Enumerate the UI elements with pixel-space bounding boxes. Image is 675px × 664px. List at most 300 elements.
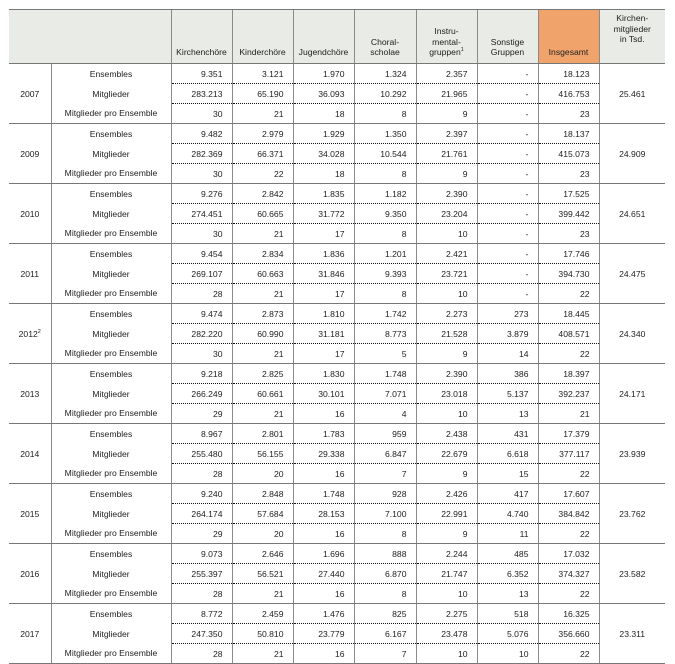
kirchenmitglieder-cell: 24.909 [599,124,665,184]
total-cell: 17.607 [538,484,599,504]
value-cell: 60.665 [232,204,293,224]
value-cell: 7.071 [354,384,416,404]
value-cell: 22 [232,164,293,184]
value-cell: 22.679 [416,444,477,464]
table-row [9,564,665,584]
value-cell: 23.204 [416,204,477,224]
value-cell: 10 [416,224,477,244]
year-cell: 2013 [9,364,51,424]
value-cell: 10 [416,284,477,304]
value-cell: 1.970 [293,64,354,84]
row-label: Ensembles [89,308,133,319]
table-row [9,464,665,484]
value-cell: 30 [171,344,232,364]
value-cell: 28 [171,464,232,484]
value-cell: 15 [477,464,538,484]
value-cell: 56.521 [232,564,293,584]
row-label: Mitglieder pro Ensemble [51,584,171,604]
value-cell: - [477,164,538,184]
table-row [9,284,665,304]
table-row [9,644,665,664]
table-body [9,64,665,664]
value-cell: 5.137 [477,384,538,404]
value-cell: - [477,64,538,84]
total-cell: 22 [538,344,599,364]
value-cell: 23.018 [416,384,477,404]
value-cell: 29 [171,524,232,544]
value-cell: 1.201 [354,244,416,264]
value-cell: 3.121 [232,64,293,84]
total-cell: 16.325 [538,604,599,624]
value-cell: 16 [293,584,354,604]
row-label: Mitglieder [92,328,130,339]
table-row [9,184,665,204]
value-cell: 1.830 [293,364,354,384]
value-cell: 10 [416,584,477,604]
row-label: Mitglieder [92,568,130,579]
total-cell: 18.397 [538,364,599,384]
value-cell: 8.772 [171,604,232,624]
value-cell: 57.684 [232,504,293,524]
kirchenmitglieder-cell: 25.461 [599,64,665,124]
total-cell: 415.073 [538,144,599,164]
value-cell: 1.835 [293,184,354,204]
value-cell: 247.350 [171,624,232,644]
year-cell: 2010 [9,184,51,244]
total-cell: 394.730 [538,264,599,284]
header-choralscholae: Choral- scholae [354,10,416,64]
value-cell: 431 [477,424,538,444]
value-cell: 6.352 [477,564,538,584]
year-cell: 2011 [9,244,51,304]
table-row [9,624,665,644]
value-cell: 386 [477,364,538,384]
value-cell: 1.742 [354,304,416,324]
value-cell: 959 [354,424,416,444]
value-cell: 8.967 [171,424,232,444]
header-sonstige-gruppen: Sonstige Gruppen [477,10,538,64]
total-cell: 384.842 [538,504,599,524]
total-cell: 377.117 [538,444,599,464]
table-row [9,244,665,264]
value-cell: 8 [354,284,416,304]
value-cell: - [477,264,538,284]
kirchenmitglieder-cell: 24.651 [599,184,665,244]
value-cell: 21 [232,284,293,304]
value-cell: 1.696 [293,544,354,564]
table-row [9,484,665,504]
year-cell: 2014 [9,424,51,484]
year-cell: 2016 [9,544,51,604]
header-instrumentalgruppen: Instru- mental- gruppen$^1$ [416,10,477,64]
value-cell: 60.663 [232,264,293,284]
value-cell: 4.740 [477,504,538,524]
value-cell: 2.834 [232,244,293,264]
table-row [9,404,665,424]
value-cell: 9.454 [171,244,232,264]
value-cell: 10 [416,404,477,424]
value-cell: 30 [171,164,232,184]
value-cell: 266.249 [171,384,232,404]
value-cell: 21 [232,224,293,244]
value-cell: 29.338 [293,444,354,464]
value-cell: 23.478 [416,624,477,644]
value-cell: 9.350 [354,204,416,224]
value-cell: 60.990 [232,324,293,344]
value-cell: 9.218 [171,364,232,384]
row-label: Mitglieder pro Ensemble [51,224,171,244]
value-cell: 16 [293,404,354,424]
value-cell: 10.544 [354,144,416,164]
value-cell: 11 [477,524,538,544]
value-cell: 21 [232,104,293,124]
total-cell: 17.525 [538,184,599,204]
row-label: Ensembles [89,248,133,259]
total-cell: 408.571 [538,324,599,344]
value-cell: 21.761 [416,144,477,164]
row-label: Ensembles [89,188,133,199]
value-cell: 255.397 [171,564,232,584]
value-cell: 34.028 [293,144,354,164]
kirchenmitglieder-cell: 23.311 [599,604,665,664]
value-cell: - [477,204,538,224]
value-cell: 6.618 [477,444,538,464]
value-cell: 1.810 [293,304,354,324]
value-cell: 1.476 [293,604,354,624]
value-cell: 9.276 [171,184,232,204]
table-row [9,84,665,104]
row-label: Mitglieder pro Ensemble [51,524,171,544]
value-cell: 1.748 [293,484,354,504]
kirchenmitglieder-cell: 24.171 [599,364,665,424]
value-cell: 4 [354,404,416,424]
table-row [9,344,665,364]
table-row [9,504,665,524]
row-label: Ensembles [89,368,133,379]
table-row [9,304,665,324]
kirchenmitglieder-cell: 23.762 [599,484,665,544]
value-cell: 2.459 [232,604,293,624]
value-cell: - [477,84,538,104]
total-cell: 23 [538,164,599,184]
kirchenmitglieder-cell: 24.475 [599,244,665,304]
value-cell: 23.779 [293,624,354,644]
table-row [9,144,665,164]
value-cell: 23.721 [416,264,477,284]
value-cell: 2.842 [232,184,293,204]
value-cell: 2.801 [232,424,293,444]
value-cell: - [477,144,538,164]
value-cell: 31.181 [293,324,354,344]
value-cell: 7.100 [354,504,416,524]
value-cell: 8 [354,224,416,244]
value-cell: 2.426 [416,484,477,504]
header-year-cell [9,10,51,64]
value-cell: 18 [293,104,354,124]
year-cell: 2007 [9,64,51,124]
value-cell: 273 [477,304,538,324]
value-cell: 2.357 [416,64,477,84]
footnote-marker: 1 [460,47,464,54]
value-cell: 56.155 [232,444,293,464]
total-cell: 399.442 [538,204,599,224]
value-cell: 9 [416,344,477,364]
total-cell: 22 [538,644,599,664]
value-cell: 14 [477,344,538,364]
value-cell: 31.846 [293,264,354,284]
kirchenmitglieder-cell: 23.582 [599,544,665,604]
value-cell: 9.482 [171,124,232,144]
table-row [9,64,665,84]
value-cell: 28 [171,584,232,604]
year-cell: 2012$^2$ [9,304,51,364]
row-label: Mitglieder pro Ensemble [51,344,171,364]
value-cell: 27.440 [293,564,354,584]
table-row [9,164,665,184]
row-label: Mitglieder pro Ensemble [51,104,171,124]
value-cell: 417 [477,484,538,504]
row-label: Mitglieder pro Ensemble [51,404,171,424]
row-label: Mitglieder [92,148,130,159]
value-cell: 2.273 [416,304,477,324]
value-cell: 28.153 [293,504,354,524]
value-cell: 21 [232,584,293,604]
value-cell: 50.810 [232,624,293,644]
value-cell: 21.747 [416,564,477,584]
value-cell: 274.451 [171,204,232,224]
value-cell: 2.244 [416,544,477,564]
value-cell: 9.474 [171,304,232,324]
kirchenmitglieder-cell: 23.939 [599,424,665,484]
value-cell: 1.748 [354,364,416,384]
value-cell: 6.870 [354,564,416,584]
table-row [9,124,665,144]
value-cell: 9 [416,164,477,184]
header-kirchenmitglieder: Kirchen- mitglieder in Tsd. [599,10,665,64]
value-cell: 928 [354,484,416,504]
table-row [9,324,665,344]
value-cell: 2.646 [232,544,293,564]
row-label: Mitglieder [92,508,130,519]
row-label: Mitglieder [92,268,130,279]
total-cell: 21 [538,404,599,424]
value-cell: 9.073 [171,544,232,564]
value-cell: - [477,184,538,204]
header-label-cell [51,10,171,64]
value-cell: 10 [477,644,538,664]
value-cell: 255.480 [171,444,232,464]
value-cell: 28 [171,284,232,304]
value-cell: 60.661 [232,384,293,404]
table-row [9,384,665,404]
value-cell: 8 [354,164,416,184]
value-cell: 21 [232,344,293,364]
row-label: Mitglieder pro Ensemble [51,284,171,304]
choir-statistics-table [9,9,665,664]
header-kirchenchoere: Kirchenchöre [171,10,232,64]
total-cell: 17.746 [538,244,599,264]
value-cell: - [477,244,538,264]
row-label: Ensembles [89,68,133,79]
value-cell: 18 [293,164,354,184]
value-cell: 7 [354,464,416,484]
row-label: Ensembles [89,488,133,499]
value-cell: 30 [171,224,232,244]
total-cell: 416.753 [538,84,599,104]
header-row [9,10,665,64]
value-cell: 16 [293,464,354,484]
row-label: Mitglieder [92,448,130,459]
value-cell: 9.393 [354,264,416,284]
value-cell: 282.220 [171,324,232,344]
total-cell: 18.137 [538,124,599,144]
value-cell: 17 [293,284,354,304]
row-label: Mitglieder pro Ensemble [51,464,171,484]
value-cell: 5.076 [477,624,538,644]
value-cell: 2.421 [416,244,477,264]
year-cell: 2017 [9,604,51,664]
table-row [9,584,665,604]
total-cell: 18.123 [538,64,599,84]
row-label: Mitglieder [92,628,130,639]
year-cell: 2015 [9,484,51,544]
value-cell: 888 [354,544,416,564]
table-row [9,224,665,244]
value-cell: 9.351 [171,64,232,84]
value-cell: 9 [416,464,477,484]
table-row [9,204,665,224]
value-cell: 2.848 [232,484,293,504]
footnote-marker: 2 [37,328,41,335]
value-cell: 22.991 [416,504,477,524]
value-cell: 2.397 [416,124,477,144]
table-row [9,264,665,284]
value-cell: 2.390 [416,364,477,384]
total-cell: 392.237 [538,384,599,404]
total-cell: 22 [538,284,599,304]
value-cell: 6.847 [354,444,416,464]
value-cell: 9 [416,524,477,544]
total-cell: 18.445 [538,304,599,324]
value-cell: 13 [477,404,538,424]
value-cell: 7 [354,644,416,664]
value-cell: 1.182 [354,184,416,204]
value-cell: 825 [354,604,416,624]
row-label: Ensembles [89,428,133,439]
value-cell: - [477,224,538,244]
value-cell: 21.965 [416,84,477,104]
value-cell: 16 [293,524,354,544]
row-label: Mitglieder [92,88,130,99]
value-cell: 5 [354,344,416,364]
value-cell: 9 [416,104,477,124]
total-cell: 374.327 [538,564,599,584]
header-kinderchoere: Kinderchöre [232,10,293,64]
row-label: Ensembles [89,548,133,559]
value-cell: 282.369 [171,144,232,164]
value-cell: 65.190 [232,84,293,104]
value-cell: 30 [171,104,232,124]
value-cell: 2.438 [416,424,477,444]
row-label: Mitglieder [92,388,130,399]
total-cell: 22 [538,464,599,484]
value-cell: 66.371 [232,144,293,164]
value-cell: - [477,124,538,144]
total-cell: 17.032 [538,544,599,564]
total-cell: 23 [538,224,599,244]
value-cell: 16 [293,644,354,664]
row-label: Ensembles [89,128,133,139]
value-cell: 30.101 [293,384,354,404]
value-cell: - [477,284,538,304]
value-cell: 2.979 [232,124,293,144]
value-cell: - [477,104,538,124]
header-jugendchoere: Jugendchöre [293,10,354,64]
value-cell: 1.324 [354,64,416,84]
total-cell: 23 [538,104,599,124]
total-cell: 22 [538,524,599,544]
value-cell: 36.093 [293,84,354,104]
row-label: Mitglieder pro Ensemble [51,164,171,184]
value-cell: 2.390 [416,184,477,204]
table-row [9,544,665,564]
value-cell: 29 [171,404,232,424]
statistics-table-container [9,9,665,664]
table-row [9,524,665,544]
value-cell: 9.240 [171,484,232,504]
value-cell: 1.836 [293,244,354,264]
value-cell: 1.929 [293,124,354,144]
total-cell: 356.660 [538,624,599,644]
value-cell: 21 [232,404,293,424]
value-cell: 283.213 [171,84,232,104]
total-cell: 22 [538,584,599,604]
value-cell: 28 [171,644,232,664]
row-label: Mitglieder pro Ensemble [51,644,171,664]
value-cell: 2.275 [416,604,477,624]
value-cell: 31.772 [293,204,354,224]
value-cell: 8.773 [354,324,416,344]
table-row [9,424,665,444]
value-cell: 10.292 [354,84,416,104]
row-label: Ensembles [89,608,133,619]
total-cell: 17.379 [538,424,599,444]
value-cell: 1.783 [293,424,354,444]
table-row [9,604,665,624]
value-cell: 485 [477,544,538,564]
table-row [9,444,665,464]
value-cell: 1.350 [354,124,416,144]
table-row [9,364,665,384]
value-cell: 21.528 [416,324,477,344]
value-cell: 8 [354,104,416,124]
value-cell: 2.825 [232,364,293,384]
value-cell: 13 [477,584,538,604]
table-row [9,104,665,124]
value-cell: 264.174 [171,504,232,524]
header-insgesamt: Insgesamt [538,10,599,64]
row-label: Mitglieder [92,208,130,219]
value-cell: 8 [354,584,416,604]
value-cell: 21 [232,644,293,664]
value-cell: 3.879 [477,324,538,344]
value-cell: 8 [354,524,416,544]
year-cell: 2009 [9,124,51,184]
value-cell: 2.873 [232,304,293,324]
value-cell: 10 [416,644,477,664]
value-cell: 6.167 [354,624,416,644]
value-cell: 20 [232,524,293,544]
